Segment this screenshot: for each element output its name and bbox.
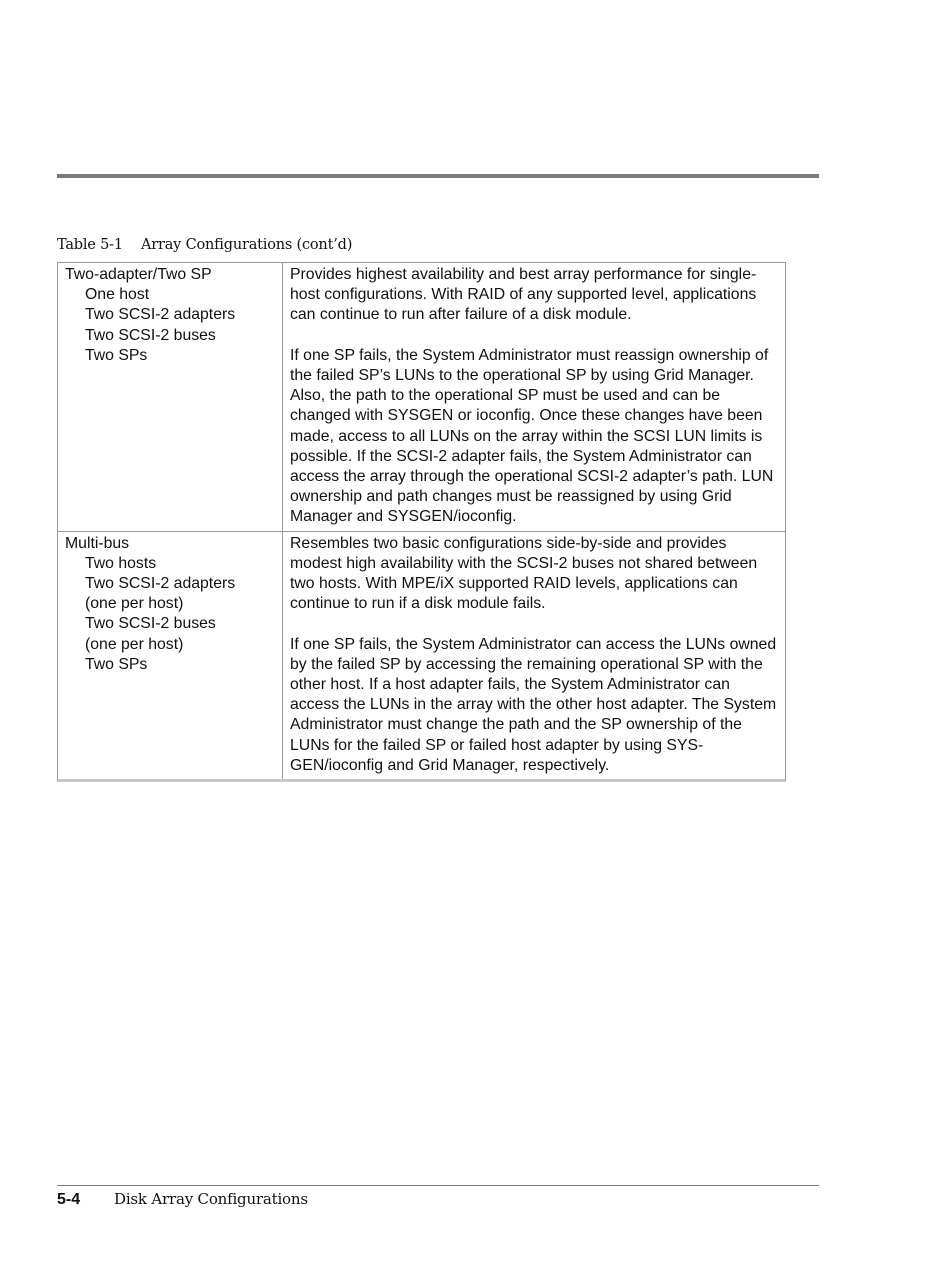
config-detail: Two SPs [85, 655, 148, 673]
page-number: 5-4 [57, 1191, 81, 1208]
footer-section-title: Disk Array Configurations [114, 1190, 308, 1208]
array-configurations-table [57, 262, 786, 782]
page-footer [57, 1190, 308, 1209]
config-detail: (one per host) [85, 635, 184, 653]
table-row-two-adapter [58, 263, 785, 531]
config-detail: One host [85, 286, 150, 304]
description-paragraph: Provides highest availability and best array performance for single-host configurations. With RAID of any supported level, applications can continue to run after failure of a disk module. [290, 266, 757, 324]
description-paragraph: If one SP fails, the System Administrator must reassign ownership of the failed SP’s LUNs to the operational SP by using Grid Manager. Also, the path to the operational SP must be used and can be changed with SYSGEN or ioconfig. Once these changes have been made, access to all LUNs on the array within the SCSI LUN limits is possible. If the SCSI-2 adapter fails, the System Administrator can access the array through the operational SCSI-2 adapter’s path. LUN ownership and path changes must be reassigned by using Grid Manager and SYSGEN/ioconfig. [290, 346, 774, 526]
table-caption [57, 237, 352, 253]
config-name: Two-adapter/Two SP [65, 266, 212, 283]
description-cell [283, 263, 785, 531]
table-row-multi-bus [58, 531, 785, 779]
config-detail: (one per host) [85, 595, 184, 613]
config-cell [58, 263, 283, 531]
table-caption-title: Array Configurations (cont’d) [141, 237, 353, 253]
config-detail: Two SCSI-2 adapters [85, 306, 236, 324]
description-cell [283, 532, 785, 779]
table-caption-number: Table 5-1 [57, 237, 123, 253]
config-detail: Two SPs [85, 346, 148, 364]
description-paragraph: Resembles two basic configurations side-by-side and provides modest high availability with the SCSI-2 buses not shared between two hosts. With MPE/iX supported RAID levels, applications can continue to run if a disk module fails. [290, 534, 758, 613]
config-detail: Two SCSI-2 buses [85, 326, 216, 344]
config-detail: Two SCSI-2 buses [85, 615, 216, 633]
footer-rule [57, 1185, 819, 1186]
config-detail: Two SCSI-2 adapters [85, 575, 236, 593]
header-rule [57, 174, 819, 178]
config-detail: Two hosts [85, 554, 157, 572]
config-name: Multi-bus [65, 534, 130, 552]
config-cell [58, 532, 283, 779]
description-paragraph: If one SP fails, the System Administrator can access the LUNs owned by the failed SP by accessing the remaining operational SP with the other host. If a host adapter fails, the System Administrator can access the LUNs in the array with the other host adapter. The System Administrator must change the path and the SP ownership of the LUNs for the failed SP or failed host adapter by using SYS-GEN/ioconfig and Grid Manager, respectively. [290, 635, 777, 774]
